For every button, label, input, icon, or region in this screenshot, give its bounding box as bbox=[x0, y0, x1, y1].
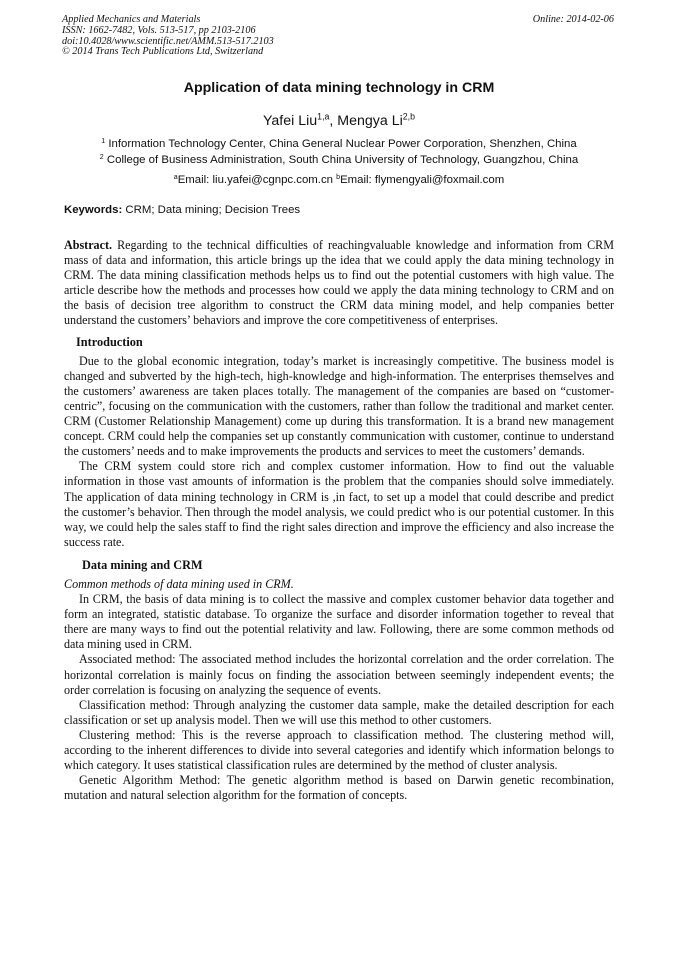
paragraph: Associated method: The associated method includes the horizontal correlation and the order correlation. The horizontal correlation is mainly focus on finding the association between seemingly independent events; the order correlation is focusing on analyzing the sequence of events. bbox=[64, 652, 614, 697]
author-separator: , bbox=[329, 113, 338, 129]
paragraph: Classification method: Through analyzing the customer data sample, make the detailed description for each classification or set up analysis model. Then we will use this method to other customers. bbox=[64, 697, 614, 727]
affiliations bbox=[0, 137, 678, 168]
email-address[interactable]: Email: liu.yafei@cgnpc.com.cn bbox=[177, 174, 333, 186]
author-list bbox=[0, 113, 678, 129]
email-line bbox=[0, 174, 678, 186]
journal-issn: ISSN: 1662-7482, Vols. 513-517, pp 2103-2106 bbox=[62, 24, 256, 36]
keywords-text: CRM; Data mining; Decision Trees bbox=[125, 204, 301, 216]
keywords-label: Keywords: bbox=[64, 204, 123, 216]
email-mark: a bbox=[173, 173, 178, 181]
author-name: Mengya Li bbox=[337, 113, 403, 129]
author-superscript: 2,b bbox=[402, 111, 415, 122]
journal-header bbox=[62, 15, 274, 58]
paragraph: Genetic Algorithm Method: The genetic algorithm method is based on Darwin genetic recombination, mutation and natural selection algorithm for the formation of concepts. bbox=[64, 773, 614, 803]
affiliation-text: College of Business Administration, South China University of Technology, Guangzhou, China bbox=[106, 153, 579, 166]
paragraph: Clustering method: This is the reverse approach to classification method. The clustering method will, according to the inherent differences to divide into several categories and identify which information belongs to which category. It uses statistical classification rules are determined by the method of cluster analysis. bbox=[64, 727, 614, 773]
journal-name: Applied Mechanics and Materials bbox=[62, 14, 201, 25]
affiliation-text: Information Technology Center, China General Nuclear Power Corporation, Shenzhen, China bbox=[108, 138, 577, 150]
paragraph: Due to the global economic integration, today’s market is increasingly competitive. The business model is changed and subverted by the high-tech, high-knowledge and high-information. The enterprises themselves and the customers’ awareness are taken places totally. The management of the companies are based on “customer-centric”, focusing on the communication with the customers, rather than follow the traditional and market center. CRM (Customer Relationship Management) come up during this transformation. It is a brand new management concept. CRM could help the companies set up constantly communication with customer, continue to understand the customers’ needs and to make improvements the products and services to meet the customers’ demands. bbox=[64, 353, 614, 459]
author-name: Yafei Liu bbox=[263, 113, 318, 129]
paragraph: In CRM, the basis of data mining is to collect the massive and complex customer behavior data together and form an integrated, statistic database. To organize the surface and disorder information together to reveal that there are many ways to find out the potential relativity and law. Following, there are some common methods od data mining used in CRM. bbox=[64, 592, 614, 652]
paper-title: Application of data mining technology in CRM bbox=[183, 80, 495, 96]
keywords bbox=[64, 204, 300, 216]
author-superscript: 1,a bbox=[317, 111, 330, 122]
paper-body bbox=[64, 238, 614, 803]
journal-doi: doi:10.4028/www.scientific.net/AMM.513-517.2103 bbox=[62, 35, 274, 47]
email-mark: b bbox=[336, 173, 341, 181]
journal-copyright: © 2014 Trans Tech Publications Ltd, Switzerland bbox=[62, 46, 264, 58]
section-heading-introduction: Introduction bbox=[76, 334, 143, 349]
affiliation-mark: 1 bbox=[101, 137, 106, 145]
abstract-text: Regarding to the technical difficulties of reachingvaluable knowledge and information from CRM mass of data and information, this article brings up the idea that we could apply the data mining technology in CRM. The data mining classification methods helps us to find out the potential customers with high value. The article describe how the methods and processes how could we apply the data mining technology to CRM and on the basis of decision tree algorithm to construct the CRM data mining model, and help companies better understand the customers’ behaviors and improve the core competitiveness of enterprises. bbox=[64, 238, 614, 328]
paragraph: The CRM system could store rich and complex customer information. How to find out the valuable information in those vast amounts of information is the problem that the companies should solve immediately. The application of data mining technology in CRM is ,in fact, to set up a model that could describe and predict the customer’s behavior. Then through the model analysis, we could predict who is our potential customer. In this way, we could help the sales staff to find the right sales direction and improve the efficiency and also increase the success rate. bbox=[64, 459, 614, 549]
subsection-heading: Common methods of data mining used in CRM. bbox=[64, 576, 294, 591]
abstract bbox=[64, 238, 614, 329]
affiliation-line bbox=[0, 137, 678, 153]
online-date: Online: 2014-02-06 bbox=[532, 14, 614, 25]
abstract-label: Abstract. bbox=[64, 238, 113, 252]
section-heading-data-mining: Data mining and CRM bbox=[82, 557, 203, 572]
affiliation-line bbox=[0, 153, 678, 169]
email-address[interactable]: Email: flymengyali@foxmail.com bbox=[340, 174, 505, 186]
affiliation-mark: 2 bbox=[99, 153, 104, 161]
